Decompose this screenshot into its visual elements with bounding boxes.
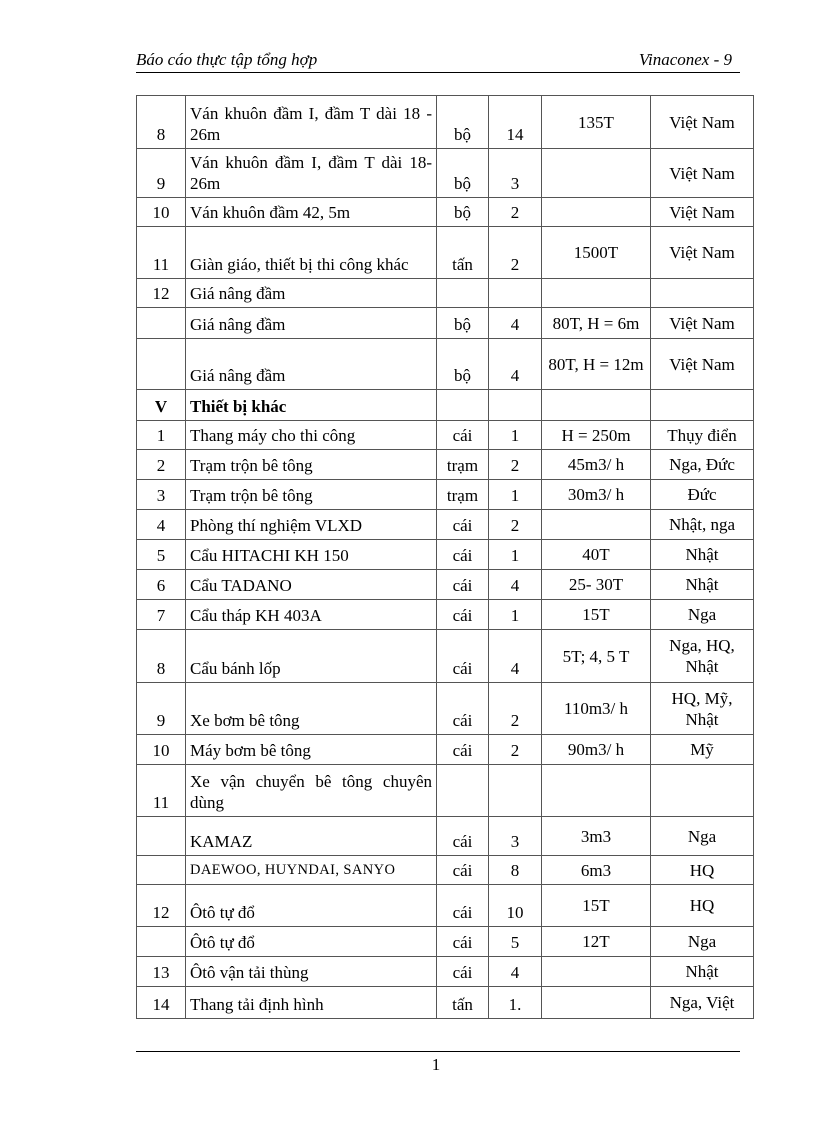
unit-cell: cái	[437, 856, 489, 885]
unit-cell: tấn	[437, 987, 489, 1019]
origin-cell: Đức	[651, 480, 754, 510]
origin-cell: Nga	[651, 600, 754, 630]
unit-cell: bộ	[437, 198, 489, 227]
unit-cell: cái	[437, 600, 489, 630]
spec-cell	[542, 957, 651, 987]
table-row	[137, 540, 754, 570]
table-row	[137, 227, 754, 279]
page-number: 1	[431, 1055, 441, 1074]
row-number: 10	[137, 198, 186, 227]
spec-cell: 110m3/ h	[542, 683, 651, 735]
item-name: Giá nâng đầm	[186, 308, 437, 339]
quantity-cell: 1	[489, 540, 542, 570]
spec-cell	[542, 987, 651, 1019]
origin-cell: HQ	[651, 885, 754, 927]
quantity-cell: 14	[489, 96, 542, 149]
row-number: 12	[137, 885, 186, 927]
item-name: Ván khuôn đầm I, đầm T dài 18- 26m	[186, 149, 437, 198]
unit-cell: tấn	[437, 227, 489, 279]
row-number: 6	[137, 570, 186, 600]
origin-cell: Nga	[651, 817, 754, 856]
origin-cell: Việt Nam	[651, 96, 754, 149]
company-name: Vinaconex - 9	[638, 50, 732, 69]
table-row	[137, 450, 754, 480]
unit-cell: cái	[437, 421, 489, 450]
origin-cell: Việt Nam	[651, 308, 754, 339]
unit-cell: cái	[437, 817, 489, 856]
quantity-cell: 4	[489, 630, 542, 683]
spec-cell: 15T	[542, 885, 651, 927]
row-number: 1	[137, 421, 186, 450]
spec-cell	[542, 279, 651, 308]
item-name: Cẩu bánh lốp	[186, 630, 437, 683]
row-number: V	[137, 390, 186, 421]
spec-cell: H = 250m	[542, 421, 651, 450]
quantity-cell: 2	[489, 450, 542, 480]
table-row	[137, 630, 754, 683]
table-row	[137, 765, 754, 817]
item-name: KAMAZ	[186, 817, 437, 856]
unit-cell: cái	[437, 927, 489, 957]
item-name: Xe vận chuyển bê tông chuyên dùng	[186, 765, 437, 817]
report-title: Báo cáo thực tập tổng hợp	[136, 50, 318, 69]
quantity-cell: 2	[489, 198, 542, 227]
table-row	[137, 308, 754, 339]
row-number: 2	[137, 450, 186, 480]
origin-cell: HQ	[651, 856, 754, 885]
unit-cell: bộ	[437, 96, 489, 149]
spec-cell	[542, 510, 651, 540]
quantity-cell: 3	[489, 817, 542, 856]
unit-cell: cái	[437, 683, 489, 735]
spec-cell: 12T	[542, 927, 651, 957]
quantity-cell: 3	[489, 149, 542, 198]
unit-cell: bộ	[437, 339, 489, 390]
table-row	[137, 987, 754, 1019]
quantity-cell: 5	[489, 927, 542, 957]
table-row	[137, 683, 754, 735]
spec-cell: 3m3	[542, 817, 651, 856]
spec-cell: 40T	[542, 540, 651, 570]
origin-cell	[651, 279, 754, 308]
origin-cell: Việt Nam	[651, 198, 754, 227]
quantity-cell: 1	[489, 421, 542, 450]
quantity-cell: 1	[489, 600, 542, 630]
spec-cell	[542, 198, 651, 227]
table-row	[137, 735, 754, 765]
row-number: 3	[137, 480, 186, 510]
row-number: 10	[137, 735, 186, 765]
origin-cell: Thụy điển	[651, 421, 754, 450]
origin-cell	[651, 390, 754, 421]
item-name: Giá nâng đầm	[186, 279, 437, 308]
quantity-cell: 4	[489, 570, 542, 600]
spec-cell: 80T, H = 12m	[542, 339, 651, 390]
row-number: 9	[137, 149, 186, 198]
origin-cell: HQ, Mỹ, Nhật	[651, 683, 754, 735]
item-name: Máy bơm bê tông	[186, 735, 437, 765]
footer-divider	[136, 1051, 740, 1052]
row-number	[137, 817, 186, 856]
origin-cell: Nhật	[651, 570, 754, 600]
quantity-cell: 10	[489, 885, 542, 927]
origin-cell: Việt Nam	[651, 227, 754, 279]
unit-cell	[437, 765, 489, 817]
unit-cell: cái	[437, 510, 489, 540]
table-row	[137, 279, 754, 308]
unit-cell: trạm	[437, 450, 489, 480]
item-name: Thang tải định hình	[186, 987, 437, 1019]
table-row	[137, 480, 754, 510]
table-row	[137, 421, 754, 450]
row-number: 11	[137, 765, 186, 817]
unit-cell: cái	[437, 540, 489, 570]
item-name: Cẩu TADANO	[186, 570, 437, 600]
spec-cell	[542, 390, 651, 421]
spec-cell: 15T	[542, 600, 651, 630]
row-number: 12	[137, 279, 186, 308]
item-name: Giàn giáo, thiết bị thi công khác	[186, 227, 437, 279]
item-name: DAEWOO, HUYNDAI, SANYO	[186, 856, 437, 885]
table-row	[137, 817, 754, 856]
spec-cell: 45m3/ h	[542, 450, 651, 480]
unit-cell: cái	[437, 957, 489, 987]
quantity-cell	[489, 279, 542, 308]
spec-cell	[542, 149, 651, 198]
item-name: Xe bơm bê tông	[186, 683, 437, 735]
spec-cell: 6m3	[542, 856, 651, 885]
row-number: 8	[137, 96, 186, 149]
spec-cell: 30m3/ h	[542, 480, 651, 510]
table-row	[137, 570, 754, 600]
origin-cell: Nhật	[651, 540, 754, 570]
item-name: Phòng thí nghiệm VLXD	[186, 510, 437, 540]
row-number: 5	[137, 540, 186, 570]
quantity-cell: 2	[489, 735, 542, 765]
row-number: 14	[137, 987, 186, 1019]
table-row	[137, 390, 754, 421]
item-name: Ôtô vận tải thùng	[186, 957, 437, 987]
spec-cell: 90m3/ h	[542, 735, 651, 765]
item-name: Ôtô tự đổ	[186, 927, 437, 957]
item-name: Thang máy cho thi công	[186, 421, 437, 450]
item-name: Ván khuôn đầm I, đầm T dài 18 - 26m	[186, 96, 437, 149]
origin-cell	[651, 765, 754, 817]
origin-cell: Mỹ	[651, 735, 754, 765]
item-name: Ôtô tự đổ	[186, 885, 437, 927]
quantity-cell: 2	[489, 227, 542, 279]
quantity-cell: 1.	[489, 987, 542, 1019]
quantity-cell	[489, 765, 542, 817]
quantity-cell	[489, 390, 542, 421]
row-number: 9	[137, 683, 186, 735]
table-row	[137, 927, 754, 957]
spec-cell: 80T, H = 6m	[542, 308, 651, 339]
origin-cell: Nga, Việt	[651, 987, 754, 1019]
item-name: Cẩu tháp KH 403A	[186, 600, 437, 630]
unit-cell: trạm	[437, 480, 489, 510]
spec-cell: 5T; 4, 5 T	[542, 630, 651, 683]
item-name: Trạm trộn bê tông	[186, 480, 437, 510]
unit-cell: cái	[437, 570, 489, 600]
table-row	[137, 198, 754, 227]
item-name: Ván khuôn đầm 42, 5m	[186, 198, 437, 227]
equipment-table-body	[137, 96, 754, 1019]
origin-cell: Việt Nam	[651, 339, 754, 390]
item-name: Giá nâng đầm	[186, 339, 437, 390]
row-number: 7	[137, 600, 186, 630]
row-number: 4	[137, 510, 186, 540]
table-row	[137, 957, 754, 987]
quantity-cell: 4	[489, 957, 542, 987]
origin-cell: Nga	[651, 927, 754, 957]
unit-cell: bộ	[437, 149, 489, 198]
table-row	[137, 885, 754, 927]
origin-cell: Nhật	[651, 957, 754, 987]
table-row	[137, 339, 754, 390]
table-row	[137, 96, 754, 149]
quantity-cell: 4	[489, 308, 542, 339]
item-name: Thiết bị khác	[186, 390, 437, 421]
page-header	[136, 48, 740, 72]
quantity-cell: 8	[489, 856, 542, 885]
spec-cell: 135T	[542, 96, 651, 149]
unit-cell: cái	[437, 630, 489, 683]
unit-cell	[437, 390, 489, 421]
unit-cell	[437, 279, 489, 308]
origin-cell: Nhật, nga	[651, 510, 754, 540]
origin-cell: Nga, HQ, Nhật	[651, 630, 754, 683]
row-number	[137, 856, 186, 885]
origin-cell: Việt Nam	[651, 149, 754, 198]
equipment-table	[136, 95, 754, 1019]
quantity-cell: 4	[489, 339, 542, 390]
row-number: 11	[137, 227, 186, 279]
spec-cell: 1500T	[542, 227, 651, 279]
table-row	[137, 149, 754, 198]
quantity-cell: 1	[489, 480, 542, 510]
header-divider	[136, 72, 740, 73]
table-row	[137, 856, 754, 885]
quantity-cell: 2	[489, 510, 542, 540]
quantity-cell: 2	[489, 683, 542, 735]
row-number: 13	[137, 957, 186, 987]
unit-cell: cái	[437, 885, 489, 927]
row-number	[137, 927, 186, 957]
table-row	[137, 600, 754, 630]
item-name: Cẩu HITACHI KH 150	[186, 540, 437, 570]
row-number	[137, 339, 186, 390]
spec-cell: 25- 30T	[542, 570, 651, 600]
item-name: Trạm trộn bê tông	[186, 450, 437, 480]
table-row	[137, 510, 754, 540]
origin-cell: Nga, Đức	[651, 450, 754, 480]
spec-cell	[542, 765, 651, 817]
unit-cell: bộ	[437, 308, 489, 339]
row-number: 8	[137, 630, 186, 683]
row-number	[137, 308, 186, 339]
unit-cell: cái	[437, 735, 489, 765]
